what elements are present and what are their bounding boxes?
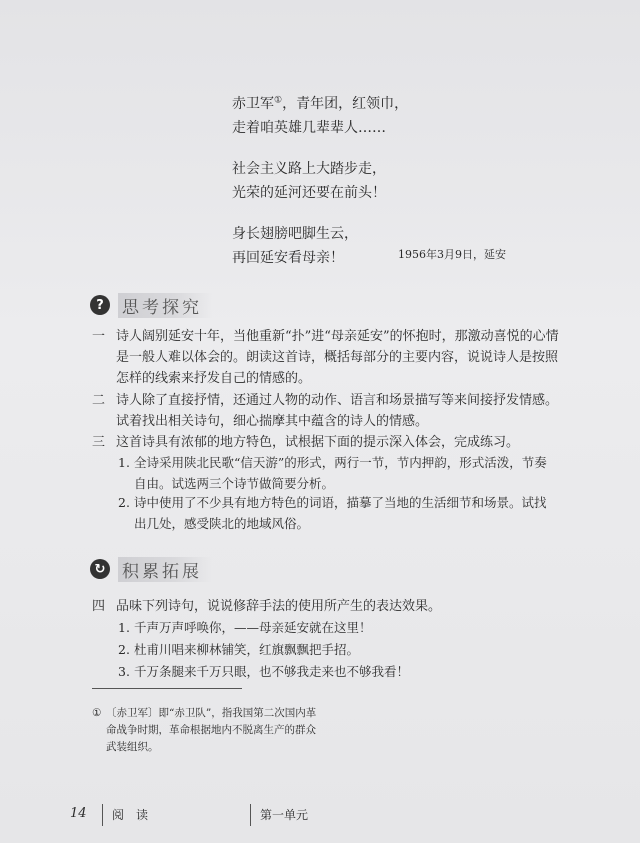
question-number: 一 (92, 329, 106, 344)
sub-question-text: 杜甫川唱来柳林铺笑，红旗飘飘把手招。 (134, 642, 360, 657)
page-footer (70, 804, 570, 826)
sub-question-number: 3. (118, 664, 130, 679)
question-text: 诗人阔别延安十年，当他重新“扑”进“母亲延安”的怀抱时，那激动喜悦的心情是一般人难以体会的。朗读这首诗，概括每部分的主要内容，说说诗人是按照怎样的线索来抒发自己的情感的。 (116, 329, 559, 386)
question-number: 三 (92, 435, 106, 450)
page-number: 14 (70, 806, 87, 821)
poem-line: 社会主义路上大踏步走， (232, 161, 386, 177)
footer-section-label: 阅 读 (112, 808, 149, 822)
poem-line-text: 赤卫军 (232, 96, 274, 112)
sub-question (118, 661, 558, 682)
question-text: 诗人除了直接抒情，还通过人物的动作、语言和场景描写等来间接抒发情感。试着找出相关诗句，细心揣摩其中蕴含的诗人的情感。 (116, 393, 559, 429)
question-number: 四 (92, 599, 106, 614)
question-text: 品味下列诗句，说说修辞手法的使用所产生的表达效果。 (116, 599, 442, 614)
section-header-thinking (90, 292, 212, 318)
poem-line: 光荣的延河还要在前头！ (232, 185, 386, 201)
refresh-icon: ↻ (90, 559, 110, 579)
footnote (92, 705, 322, 756)
question-3 (92, 432, 562, 453)
poem-line: 走着咱英雄几辈辈人…… (232, 120, 386, 136)
footer-separator (102, 804, 103, 826)
poem-stanza (232, 157, 532, 205)
question-1 (92, 326, 562, 389)
sub-question-text: 千万条腿来千万只眼，也不够我走来也不够我看！ (134, 664, 410, 679)
poem-stanza (232, 92, 532, 140)
question-2 (92, 390, 562, 432)
poem-line: 再回延安看母亲！ (232, 250, 344, 266)
sub-question-text: 全诗采用陕北民歌“信天游”的形式，两行一节，节内押韵，形式活泼，节奏自由。试选两三个诗节做简要分析。 (134, 455, 547, 491)
sub-question-number: 1. (118, 455, 130, 470)
question-4 (92, 596, 562, 617)
poem-line-text: ，青年团，红领巾， (282, 96, 409, 112)
poem-date: 1956年3月9日，延安 (398, 248, 506, 261)
footnote-mark: ① (92, 707, 102, 719)
sub-question-number: 2. (118, 495, 130, 510)
footnote-text: 〔赤卫军〕即“赤卫队”，指我国第二次国内革命战争时期，革命根据地内不脱离生产的群众武装组织。 (106, 707, 317, 753)
sub-question (118, 452, 558, 494)
sub-question-number: 1. (118, 620, 130, 635)
footnote-ref[interactable]: ① (274, 95, 283, 106)
sub-question (118, 639, 558, 660)
section-header-accumulate (90, 556, 212, 582)
footer-unit-label: 第一单元 (260, 808, 309, 822)
section-title: 积累拓展 (118, 557, 212, 582)
footnote-divider (92, 688, 242, 689)
question-number: 二 (92, 393, 106, 408)
poem-line: 身长翅膀吧脚生云， (232, 226, 358, 242)
footer-separator (250, 804, 251, 826)
sub-question-number: 2. (118, 642, 130, 657)
sub-question-text: 诗中使用了不少具有地方特色的词语，描摹了当地的生活细节和场景。试找出几处，感受陕北的地域风俗。 (134, 495, 547, 531)
poem-line (232, 92, 532, 116)
sub-question (118, 492, 558, 534)
question-icon: ? (90, 295, 110, 315)
question-text: 这首诗具有浓郁的地方特色，试根据下面的提示深入体会，完成练习。 (116, 435, 520, 450)
sub-question (118, 617, 558, 638)
sub-question-text: 千声万声呼唤你，——母亲延安就在这里！ (134, 620, 372, 635)
section-title: 思考探究 (118, 293, 212, 318)
